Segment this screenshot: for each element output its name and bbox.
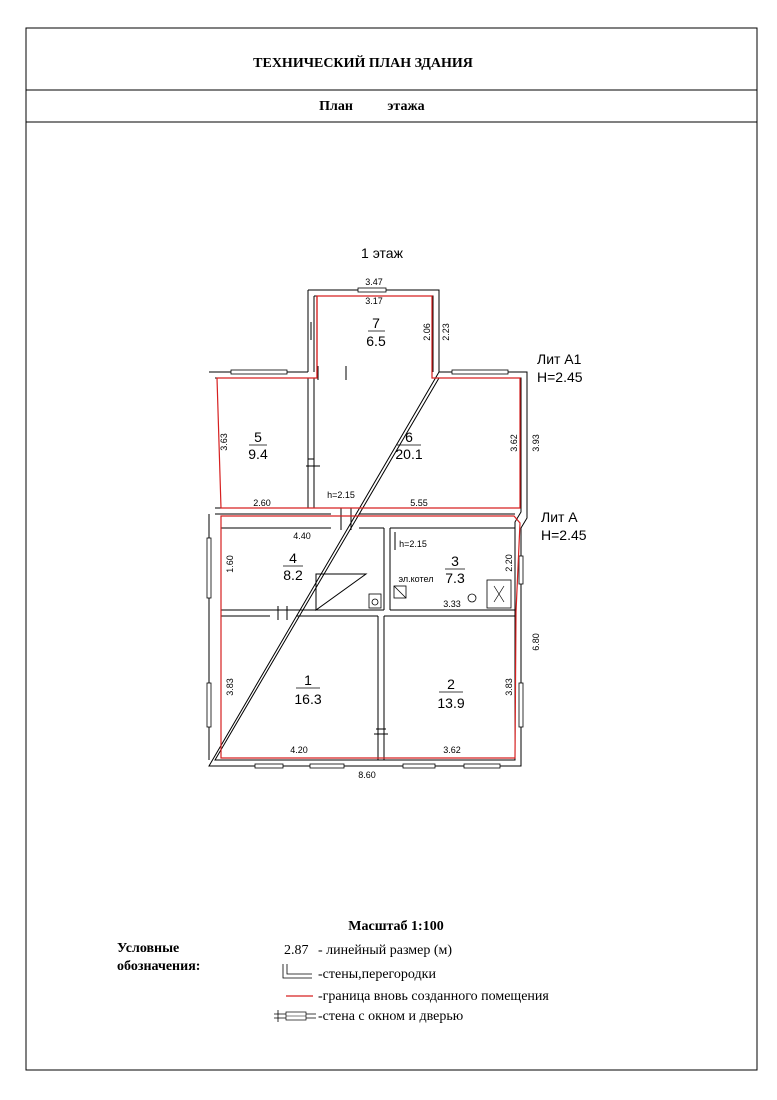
room-2-area: 13.9: [437, 695, 465, 711]
partition-4-3: [384, 528, 390, 610]
partition-5-6: [308, 378, 314, 508]
legend-wall-symbol: [283, 964, 312, 978]
dim-206: 2.06: [422, 323, 432, 341]
red-boundary-lower: [221, 516, 520, 758]
dim-317: 3.17: [365, 296, 383, 306]
legend-item-window-door: -стена с окном и дверью: [318, 1009, 464, 1024]
boiler-label: эл.котел: [398, 574, 434, 584]
window-5-top: [231, 370, 287, 374]
floor-label: 1 этаж: [361, 245, 403, 261]
toilet-icon-bowl: [372, 599, 378, 605]
dim-555: 5.55: [410, 498, 428, 508]
boiler-icon-line: [394, 586, 406, 598]
sink-icon: [468, 594, 476, 602]
dim-362: 3.62: [509, 434, 519, 452]
window-2-right: [519, 683, 523, 727]
window-2-bottom-a: [403, 764, 435, 768]
dim-347: 3.47: [365, 277, 383, 287]
stove-burner-icon: [494, 586, 504, 602]
window-3-right: [519, 556, 523, 584]
sheet-frame: [26, 28, 757, 1070]
legend-item-boundary: -граница вновь созданного помещения: [318, 989, 549, 1004]
subtitle-plan: План: [319, 99, 353, 114]
window-1-bottom-b: [310, 764, 344, 768]
height-label-a: h=2.15: [327, 490, 355, 500]
dim-393: 3.93: [531, 434, 541, 452]
stairs: [316, 574, 366, 610]
subtitle-floor: этажа: [387, 99, 425, 114]
dim-363: 3.63: [219, 433, 229, 451]
room-3-number: 3: [451, 553, 459, 569]
toilet-icon: [369, 594, 381, 608]
dim-680: 6.80: [531, 633, 541, 651]
window-6-top: [452, 370, 508, 374]
dim-440: 4.40: [293, 531, 311, 541]
partition-1-2: [378, 616, 384, 760]
dim-333: 3.33: [443, 599, 461, 609]
scale-label: Масштаб 1:100: [348, 919, 444, 934]
lit-a1-name: Лит А1: [537, 351, 582, 367]
window-4-left: [207, 538, 211, 598]
window-2-bottom-b: [464, 764, 500, 768]
room-1-number: 1: [304, 672, 312, 688]
room-1-area: 16.3: [294, 691, 322, 707]
lit-a-name: Лит А: [541, 509, 578, 525]
dim-160: 1.60: [225, 555, 235, 573]
dim-260: 2.60: [253, 498, 271, 508]
legend-sample-value: 2.87: [284, 943, 309, 958]
wall-3-2: [384, 610, 515, 616]
room-2-number: 2: [447, 676, 455, 692]
lit-a-height: H=2.45: [541, 527, 587, 543]
window-1-left: [207, 683, 211, 727]
red-boundary-upper: [217, 296, 520, 508]
dim-220: 2.20: [504, 554, 514, 572]
legend: [117, 941, 549, 1024]
room-6-number: 6: [405, 429, 413, 445]
dim-362-bottom: 3.62: [443, 745, 461, 755]
dim-383-right: 3.83: [504, 678, 514, 696]
room-5-area: 9.4: [248, 446, 268, 462]
room-6-area: 20.1: [395, 446, 423, 462]
floor-plan: [207, 288, 527, 768]
window-7-top: [358, 288, 386, 292]
dim-223: 2.23: [441, 323, 451, 341]
legend-title-line2: обозначения:: [117, 959, 201, 974]
height-label-b: h=2.15: [399, 539, 427, 549]
room-4-number: 4: [289, 550, 297, 566]
room-7-number: 7: [372, 315, 380, 331]
legend-window-door-symbol: [274, 1010, 316, 1022]
dim-860: 8.60: [358, 770, 376, 780]
legend-item-walls: -стены,перегородки: [318, 967, 436, 982]
dim-420: 4.20: [290, 745, 308, 755]
room-3-area: 7.3: [445, 570, 465, 586]
lit-a1-height: H=2.45: [537, 369, 583, 385]
sheet-title: ТЕХНИЧЕСКИЙ ПЛАН ЗДАНИЯ: [253, 56, 473, 71]
room-7-area: 6.5: [366, 333, 386, 349]
room-5-number: 5: [254, 429, 262, 445]
dim-383-left: 3.83: [225, 678, 235, 696]
legend-title-line1: Условные: [117, 941, 180, 956]
window-1-bottom-a: [255, 764, 283, 768]
room-4-area: 8.2: [283, 567, 303, 583]
legend-item-dimension: - линейный размер (м): [318, 943, 453, 958]
